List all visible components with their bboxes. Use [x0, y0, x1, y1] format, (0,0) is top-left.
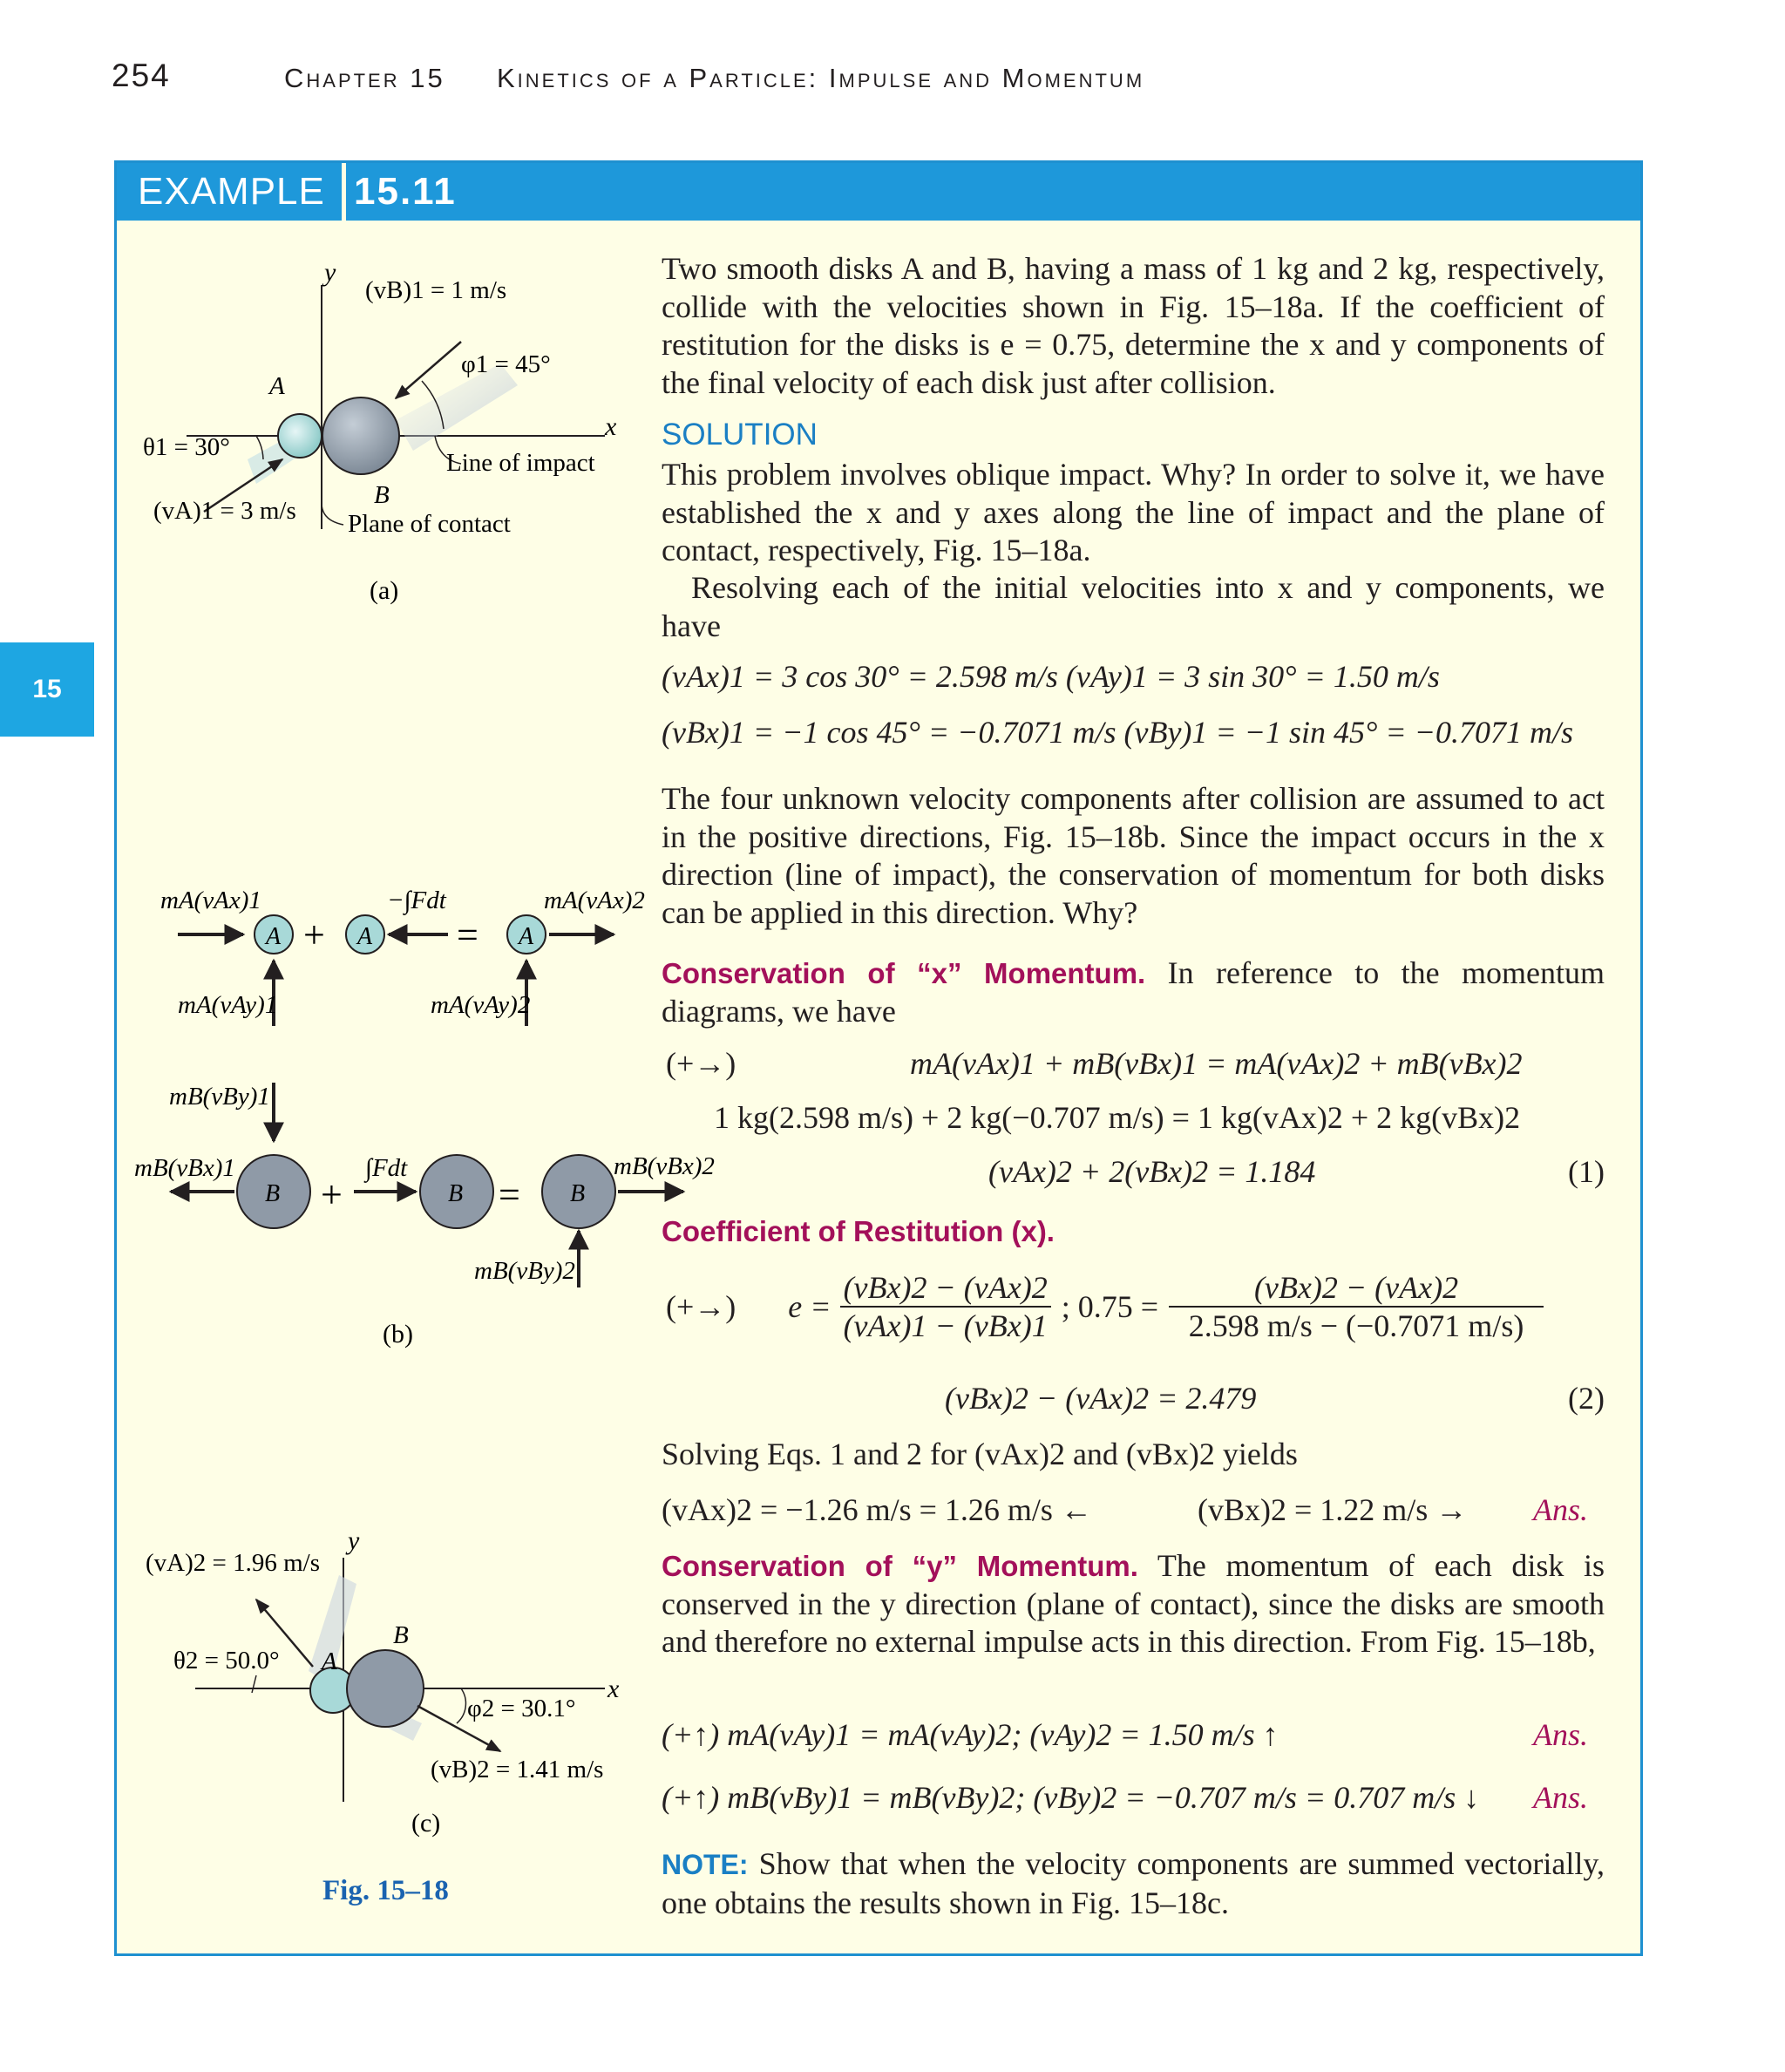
note-paragraph	[662, 1845, 1605, 1922]
conservation-y-text: The momentum of each disk is conserved in the y direction (plane of contact), since the disks are smooth and therefore no external impulse acts in this direction. From Fig. 15–18b,	[662, 1548, 1605, 1659]
note-label: NOTE:	[662, 1849, 749, 1880]
restitution-lhs: e =	[788, 1289, 831, 1324]
page-number: 254	[112, 58, 171, 93]
vb2-label: (vB)2 = 1.41 m/s	[431, 1756, 604, 1783]
solution-para-3: The four unknown velocity components after collision are assumed to act in the positive directions, Fig. 15–18b. Since the impact occurs in the x direction (line of impact), the conservation of momentum for both disks can be applied in this direction. Why?	[662, 781, 1605, 930]
disk-a	[278, 414, 322, 458]
chapter-tab: 15	[0, 642, 94, 737]
conservation-y-heading: Conservation of “y” Momentum.	[662, 1550, 1138, 1582]
figure-c-caption: (c)	[411, 1809, 441, 1838]
chapter-title: Kinetics of a Particle: Impulse and Momentum	[496, 63, 1145, 93]
result-vbx2: (vBx)2 = 1.22 m/s →	[1198, 1492, 1468, 1527]
answer-label-yb: Ans.	[1533, 1780, 1588, 1815]
momentum-equation-2: 1 kg(2.598 m/s) + 2 kg(−0.707 m/s) = 1 kg(vAx)2 + 2 kg(vBx)2	[714, 1100, 1521, 1135]
restitution-numerator-2: (vBx)2 − (vAx)2	[1169, 1269, 1544, 1308]
sign-convention-e: (+→)	[666, 1289, 736, 1324]
chapter-label: Chapter 15	[284, 63, 445, 93]
disk-a-label: A	[269, 372, 285, 400]
phi1-label: φ1 = 45°	[461, 350, 551, 378]
plane-of-contact-label: Plane of contact	[348, 510, 511, 538]
ma-vax1-label: mA(vAx)1	[160, 887, 261, 914]
example-box	[114, 160, 1643, 1956]
restitution-heading: Coefficient of Restitution (x).	[662, 1215, 1055, 1247]
vb1-label: (vB)1 = 1 m/s	[365, 276, 507, 304]
x-axis-label: x	[605, 412, 617, 441]
running-header	[284, 63, 1144, 94]
fig-c-x-label: x	[607, 1675, 620, 1703]
mb-vby1-label: mB(vBy)1	[169, 1083, 270, 1111]
answer-label-x: Ans.	[1533, 1492, 1588, 1527]
solution-para-2: Resolving each of the initial velocities into x and y components, we have	[662, 570, 1605, 643]
equation-vb-components: (vBx)1 = −1 cos 45° = −0.7071 m/s (vBy)1 = −1 sin 45° = −0.7071 m/s	[662, 715, 1574, 750]
fig-b-disk-b1-label: B	[265, 1180, 281, 1207]
figure-c	[134, 1523, 727, 1872]
ma-vay1-label: mA(vAy)1	[178, 991, 278, 1019]
restitution-fraction-1	[840, 1269, 1051, 1344]
note-text: Show that when the velocity components are summed vectorially, one obtains the results shown in Fig. 15–18c.	[662, 1846, 1605, 1920]
mb-vbx2-label: mB(vBx)2	[614, 1152, 715, 1180]
sign-convention-x: (+→)	[666, 1046, 736, 1081]
example-number: 15.11	[354, 170, 457, 213]
equals-sign-b: =	[499, 1173, 520, 1216]
conservation-y-paragraph	[662, 1547, 1605, 1661]
y-momentum-equation-b: (+↑) mB(vBy)1 = mB(vBy)2; (vBy)2 = −0.707 m/s = 0.707 m/s ↓	[662, 1780, 1480, 1815]
equals-sign-a: =	[457, 914, 478, 956]
fig-b-disk-a1-label: A	[266, 923, 282, 950]
momentum-equation-1: mA(vAx)1 + mB(vBx)1 = mA(vAx)2 + mB(vBx)2	[910, 1046, 1523, 1081]
restitution-fraction-2	[1169, 1269, 1544, 1344]
line-of-impact-label: Line of impact	[446, 449, 595, 477]
example-bar-divider	[342, 163, 346, 221]
theta2-arc	[252, 1675, 256, 1693]
plus-sign-a: +	[303, 914, 325, 956]
fig-c-y-label: y	[348, 1526, 360, 1555]
solving-paragraph: Solving Eqs. 1 and 2 for (vAx)2 and (vBx)2 yields	[662, 1437, 1298, 1471]
restitution-equation	[666, 1263, 1544, 1350]
ma-vay2-label: mA(vAy)2	[431, 991, 531, 1019]
restitution-mid: ; 0.75 =	[1061, 1289, 1159, 1324]
equation-number-2: (2)	[1568, 1381, 1605, 1416]
y-axis-label: y	[324, 258, 336, 287]
restitution-result: (vBx)2 − (vAx)2 = 2.479	[945, 1381, 1257, 1416]
fig-b-disk-b2-label: B	[448, 1180, 464, 1207]
plane-of-contact-leader	[322, 503, 343, 525]
answer-label-ya: Ans.	[1533, 1717, 1588, 1752]
figure-b	[126, 869, 753, 1366]
equation-number-1: (1)	[1568, 1154, 1605, 1189]
figure-a-caption: (a)	[370, 576, 399, 605]
problem-statement: Two smooth disks A and B, having a mass of 1 kg and 2 kg, respectively, collide with the velocities shown in Fig. 15–18a. If the coefficient of restitution for the disks is e = 0.75, determine the x and y components of the final velocity of each disk just after collision.	[662, 251, 1605, 400]
minus-fdt-label: −∫Fdt	[387, 887, 446, 914]
conservation-x-text: In reference to the momentum diagrams, we have	[662, 955, 1605, 1029]
fdt-label: ∫Fdt	[365, 1154, 408, 1182]
solution-heading: SOLUTION	[662, 418, 818, 452]
restitution-denominator-1: (vAx)1 − (vBx)1	[843, 1308, 1048, 1343]
equation-va-components: (vAx)1 = 3 cos 30° = 2.598 m/s (vAy)1 = 3 sin 30° = 1.50 m/s	[662, 659, 1440, 694]
phi2-label: φ2 = 30.1°	[467, 1695, 576, 1722]
va1-label: (vA)1 = 3 m/s	[153, 497, 296, 525]
restitution-denominator-2: 2.598 m/s − (−0.7071 m/s)	[1188, 1308, 1524, 1343]
fig-c-disk-b-label: B	[393, 1621, 409, 1649]
fig-c-disk-b	[347, 1650, 424, 1727]
disk-b-label: B	[374, 481, 390, 509]
va2-label: (vA)2 = 1.96 m/s	[146, 1549, 321, 1577]
ma-vax2-label: mA(vAx)2	[544, 887, 645, 914]
example-label: EXAMPLE	[138, 170, 325, 213]
conservation-x-paragraph	[662, 954, 1605, 1030]
example-bar	[117, 163, 1640, 221]
solution-para-1: This problem involves oblique impact. Why? In order to solve it, we have established the x and y axes along the line of impact and the plane of contact, respectively, Fig. 15–18a.	[662, 457, 1605, 567]
y-momentum-equation-a: (+↑) mA(vAy)1 = mA(vAy)2; (vAy)2 = 1.50 m/s ↑	[662, 1717, 1279, 1752]
momentum-equation-3: (vAx)2 + 2(vBx)2 = 1.184	[988, 1154, 1316, 1189]
figure-b-caption: (b)	[383, 1320, 413, 1348]
theta1-label: θ1 = 30°	[143, 433, 230, 461]
theta2-label: θ2 = 50.0°	[173, 1647, 280, 1675]
fig-c-disk-a-label: A	[322, 1647, 337, 1675]
conservation-x-heading: Conservation of “x” Momentum.	[662, 957, 1146, 989]
mb-vby2-label: mB(vBy)2	[474, 1257, 575, 1285]
figure-label: Fig. 15–18	[322, 1875, 449, 1906]
plus-sign-b: +	[321, 1173, 343, 1216]
fig-b-disk-a2-label: A	[357, 923, 373, 950]
disk-b	[322, 397, 399, 474]
fig-b-disk-b3-label: B	[570, 1180, 586, 1207]
mb-vbx1-label: mB(vBx)1	[134, 1154, 235, 1182]
restitution-numerator-1: (vBx)2 − (vAx)2	[840, 1269, 1051, 1308]
fig-b-disk-a3-label: A	[519, 923, 534, 950]
figure-a	[134, 250, 727, 703]
phi2-arc	[457, 1688, 465, 1723]
result-vax2: (vAx)2 = −1.26 m/s = 1.26 m/s ←	[662, 1492, 1092, 1527]
